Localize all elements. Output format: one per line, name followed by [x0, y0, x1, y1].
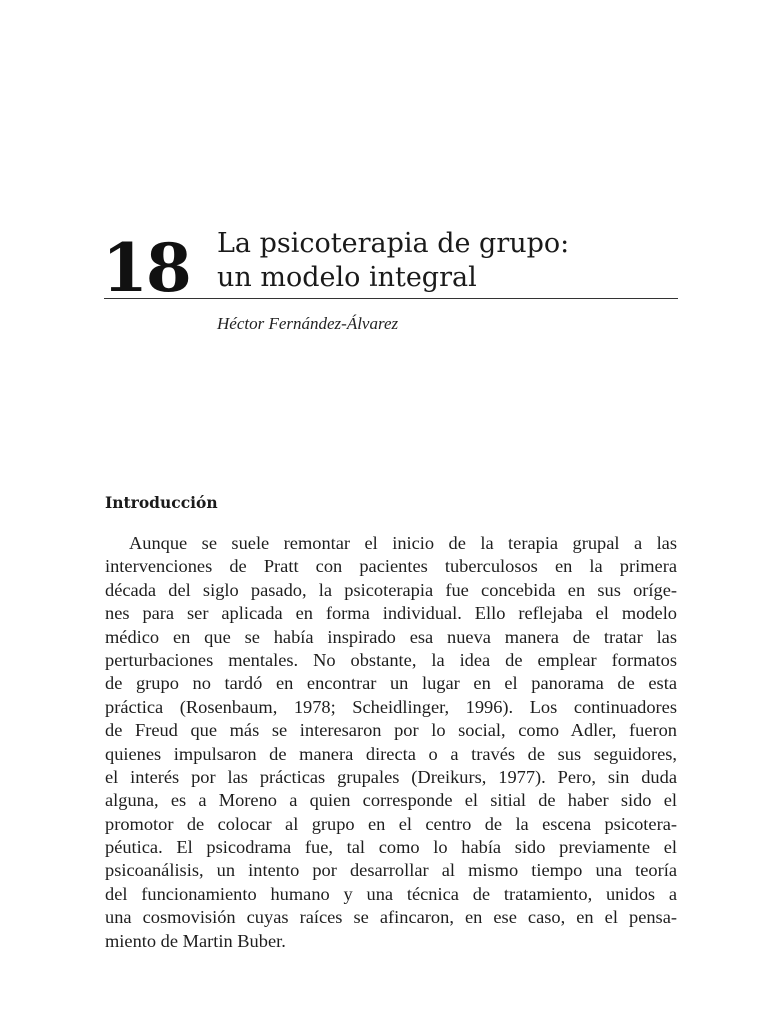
paragraph-line: psicoanálisis, un intento por desarrollar al mismo tiempo una teoría: [105, 860, 677, 881]
paragraph-line: péutica. El psicodrama fue, tal como lo había sido previamente el: [105, 837, 677, 858]
paragraph-line: intervenciones de Pratt con pacientes tuberculosos en la primera: [105, 556, 677, 577]
paragraph-line: promotor de colocar al grupo en el centro de la escena psicotera-: [105, 813, 677, 834]
paragraph-line: práctica (Rosenbaum, 1978; Scheidlinger, 1996). Los continuadores: [105, 696, 677, 717]
section-heading: Introducción: [105, 493, 218, 512]
paragraph-line: miento de Martin Buber.: [105, 930, 286, 951]
paragraph-line: perturbaciones mentales. No obstante, la idea de emplear formatos: [105, 649, 677, 670]
paragraph-line: nes para ser aplicada en forma individual. Ello reflejaba el modelo: [105, 603, 677, 624]
paragraph-line: Aunque se suele remontar el inicio de la terapia grupal a las: [129, 533, 677, 553]
chapter-title-line-1: La psicoterapia de grupo:: [217, 228, 570, 259]
chapter-number: 18: [102, 229, 190, 307]
chapter-title-line-2: un modelo integral: [217, 262, 477, 293]
chapter-author: Héctor Fernández-Álvarez: [217, 314, 399, 333]
body-paragraph: [105, 532, 677, 953]
paragraph-line: médico en que se había inspirado esa nueva manera de tratar las: [105, 626, 677, 647]
paragraph-line: quienes impulsaron de manera directa o a través de sus seguidores,: [105, 743, 677, 764]
paragraph-line: una cosmovisión cuyas raíces se afincaron, en ese caso, en el pensa-: [105, 907, 677, 928]
title-divider: [104, 298, 678, 299]
paragraph-line: de grupo no tardó en encontrar un lugar en el panorama de esta: [105, 673, 677, 694]
paragraph-line: el interés por las prácticas grupales (Dreikurs, 1977). Pero, sin duda: [105, 766, 677, 787]
paragraph-line: del funcionamiento humano y una técnica de tratamiento, unidos a: [105, 883, 677, 904]
chapter-title: [217, 227, 677, 295]
paragraph-line: década del siglo pasado, la psicoterapia fue concebida en sus oríge-: [105, 579, 677, 600]
paragraph-line: alguna, es a Moreno a quien corresponde el sitial de haber sido el: [105, 790, 677, 811]
paragraph-line: de Freud que más se interesaron por lo social, como Adler, fueron: [105, 720, 677, 741]
